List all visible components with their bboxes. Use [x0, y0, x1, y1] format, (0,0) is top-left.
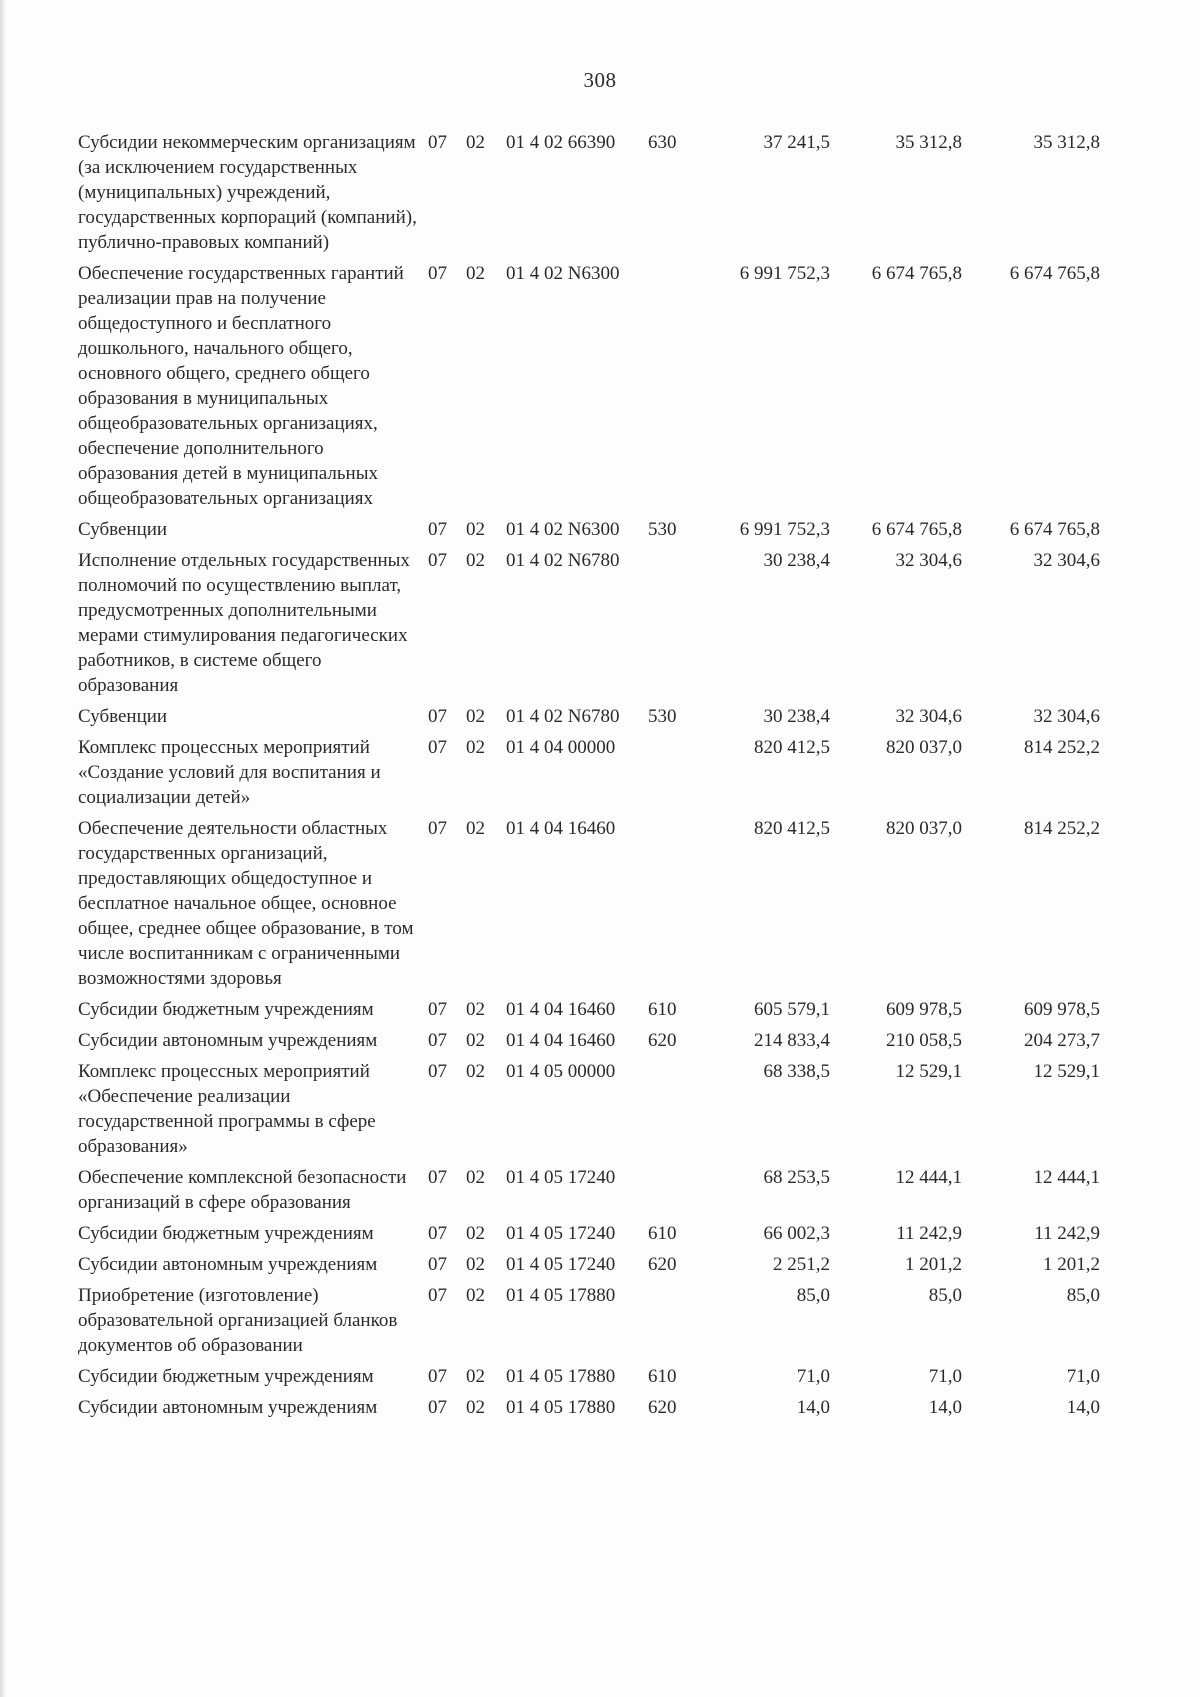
expense-name: Исполнение отдельных государственных полномочий по осуществлению выплат, предусмотренных дополнительными мерами стимулирования педагогических работников, в системе общего образования: [78, 550, 410, 696]
table-row: [78, 1165, 1168, 1215]
expense-name: Обеспечение комплексной безопасности организаций в сфере образования: [78, 1167, 407, 1213]
amount-year-2: 12 444,1: [895, 1167, 962, 1188]
subsection-code: 02: [466, 1254, 485, 1275]
target-article-code: 01 4 05 17880: [506, 1366, 616, 1387]
scan-edge: [0, 0, 6, 1697]
amount-year-2: 210 058,5: [886, 1030, 962, 1051]
amount-year-1: 6 991 752,3: [739, 519, 830, 540]
amount-year-2: 32 304,6: [895, 550, 962, 571]
budget-table: [78, 130, 1168, 1426]
amount-year-3: 32 304,6: [1033, 550, 1100, 571]
expense-type-code: 620: [648, 1030, 677, 1051]
expense-name: Субвенции: [78, 706, 168, 727]
section-code: 07: [428, 263, 447, 284]
expense-name: Комплекс процессных мероприятий «Создание условий для воспитания и социализации детей»: [78, 737, 381, 808]
table-row: [78, 735, 1168, 810]
section-code: 07: [428, 1061, 447, 1082]
subsection-code: 02: [466, 1223, 485, 1244]
subsection-code: 02: [466, 818, 485, 839]
expense-type-code: 620: [648, 1254, 677, 1275]
table-row: [78, 1395, 1168, 1420]
amount-year-3: 814 252,2: [1024, 737, 1100, 758]
amount-year-1: 6 991 752,3: [739, 263, 830, 284]
section-code: 07: [428, 1030, 447, 1051]
target-article-code: 01 4 05 17240: [506, 1254, 616, 1275]
subsection-code: 02: [466, 999, 485, 1020]
amount-year-3: 12 444,1: [1033, 1167, 1100, 1188]
table-row: [78, 704, 1168, 729]
table-row: [78, 517, 1168, 542]
amount-year-2: 12 529,1: [895, 1061, 962, 1082]
target-article-code: 01 4 04 16460: [506, 999, 616, 1020]
amount-year-3: 1 201,2: [1043, 1254, 1100, 1275]
amount-year-1: 14,0: [796, 1397, 830, 1418]
amount-year-2: 820 037,0: [886, 818, 962, 839]
amount-year-1: 68 253,5: [763, 1167, 830, 1188]
section-code: 07: [428, 737, 447, 758]
page-number: 308: [583, 68, 617, 92]
expense-type-code: 620: [648, 1397, 677, 1418]
amount-year-3: 71,0: [1066, 1366, 1100, 1387]
table-row: [78, 548, 1168, 698]
table-row: [78, 1283, 1168, 1358]
section-code: 07: [428, 1366, 447, 1387]
section-code: 07: [428, 1397, 447, 1418]
target-article-code: 01 4 04 16460: [506, 1030, 616, 1051]
amount-year-3: 35 312,8: [1033, 132, 1100, 153]
expense-name: Обеспечение деятельности областных государственных организаций, предоставляющих общедоступное и бесплатное начальное общее, основное общее, среднее общее образование, в том числе воспитанникам с ограниченными возможностями здоровья: [78, 818, 414, 989]
subsection-code: 02: [466, 1061, 485, 1082]
expense-name: Субсидии некоммерческим организациям (за исключением государственных (муниципальных) учреждений, государственных корпораций (компаний), публично-правовых компаний): [78, 132, 417, 253]
table-row: [78, 1252, 1168, 1277]
amount-year-2: 14,0: [928, 1397, 962, 1418]
target-article-code: 01 4 04 16460: [506, 818, 616, 839]
amount-year-1: 605 579,1: [754, 999, 830, 1020]
target-article-code: 01 4 02 N6300: [506, 263, 620, 284]
section-code: 07: [428, 132, 447, 153]
section-code: 07: [428, 1167, 447, 1188]
expense-type-code: 610: [648, 1223, 677, 1244]
expense-name: Обеспечение государственных гарантий реализации прав на получение общедоступного и бесплатного дошкольного, начального общего, основного общего, среднего общего образования в муниципальных общеобразовательных организациях, обеспечение дополнительного образования детей в муниципальных общеобразовательных организациях: [78, 263, 404, 509]
table-row: [78, 997, 1168, 1022]
expense-name: Субсидии автономным учреждениям: [78, 1030, 378, 1051]
target-article-code: 01 4 05 17880: [506, 1285, 616, 1306]
section-code: 07: [428, 519, 447, 540]
amount-year-1: 820 412,5: [754, 737, 830, 758]
expense-type-code: 530: [648, 706, 677, 727]
amount-year-3: 14,0: [1066, 1397, 1100, 1418]
target-article-code: 01 4 05 17880: [506, 1397, 616, 1418]
section-code: 07: [428, 818, 447, 839]
amount-year-1: 85,0: [796, 1285, 830, 1306]
table-row: [78, 1059, 1168, 1159]
table-row: [78, 1221, 1168, 1246]
amount-year-2: 609 978,5: [886, 999, 962, 1020]
section-code: 07: [428, 999, 447, 1020]
expense-name: Субсидии автономным учреждениям: [78, 1254, 378, 1275]
expense-name: Субсидии бюджетным учреждениям: [78, 999, 374, 1020]
amount-year-2: 71,0: [928, 1366, 962, 1387]
amount-year-3: 12 529,1: [1033, 1061, 1100, 1082]
subsection-code: 02: [466, 1397, 485, 1418]
target-article-code: 01 4 02 N6780: [506, 550, 620, 571]
target-article-code: 01 4 05 00000: [506, 1061, 616, 1082]
section-code: 07: [428, 706, 447, 727]
expense-name: Приобретение (изготовление) образовательной организацией бланков документов об образовании: [78, 1285, 398, 1356]
amount-year-2: 1 201,2: [905, 1254, 962, 1275]
amount-year-2: 820 037,0: [886, 737, 962, 758]
amount-year-2: 11 242,9: [896, 1223, 962, 1244]
amount-year-2: 32 304,6: [895, 706, 962, 727]
amount-year-3: 6 674 765,8: [1009, 263, 1100, 284]
amount-year-2: 6 674 765,8: [871, 519, 962, 540]
target-article-code: 01 4 04 00000: [506, 737, 616, 758]
subsection-code: 02: [466, 737, 485, 758]
amount-year-3: 85,0: [1066, 1285, 1100, 1306]
expense-name: Комплекс процессных мероприятий «Обеспечение реализации государственной программы в сфере образования»: [78, 1061, 376, 1157]
subsection-code: 02: [466, 1366, 485, 1387]
amount-year-1: 71,0: [796, 1366, 830, 1387]
section-code: 07: [428, 1223, 447, 1244]
subsection-code: 02: [466, 519, 485, 540]
subsection-code: 02: [466, 1285, 485, 1306]
amount-year-2: 85,0: [928, 1285, 962, 1306]
expense-type-code: 630: [648, 132, 677, 153]
subsection-code: 02: [466, 263, 485, 284]
amount-year-3: 32 304,6: [1033, 706, 1100, 727]
amount-year-3: 6 674 765,8: [1009, 519, 1100, 540]
subsection-code: 02: [466, 706, 485, 727]
amount-year-1: 30 238,4: [763, 706, 830, 727]
amount-year-1: 68 338,5: [763, 1061, 830, 1082]
expense-type-code: 610: [648, 1366, 677, 1387]
target-article-code: 01 4 02 N6300: [506, 519, 620, 540]
amount-year-1: 2 251,2: [773, 1254, 830, 1275]
expense-name: Субсидии бюджетным учреждениям: [78, 1223, 374, 1244]
amount-year-1: 37 241,5: [763, 132, 830, 153]
expense-type-code: 530: [648, 519, 677, 540]
table-row: [78, 1364, 1168, 1389]
amount-year-3: 204 273,7: [1024, 1030, 1100, 1051]
expense-type-code: 610: [648, 999, 677, 1020]
amount-year-1: 30 238,4: [763, 550, 830, 571]
target-article-code: 01 4 02 N6780: [506, 706, 620, 727]
target-article-code: 01 4 05 17240: [506, 1167, 616, 1188]
amount-year-2: 35 312,8: [895, 132, 962, 153]
section-code: 07: [428, 1254, 447, 1275]
amount-year-1: 214 833,4: [754, 1030, 830, 1051]
subsection-code: 02: [466, 1030, 485, 1051]
amount-year-3: 814 252,2: [1024, 818, 1100, 839]
subsection-code: 02: [466, 132, 485, 153]
table-row: [78, 816, 1168, 991]
amount-year-1: 820 412,5: [754, 818, 830, 839]
subsection-code: 02: [466, 550, 485, 571]
amount-year-2: 6 674 765,8: [871, 263, 962, 284]
table-row: [78, 1028, 1168, 1053]
amount-year-1: 66 002,3: [763, 1223, 830, 1244]
table-row: [78, 261, 1168, 511]
expense-name: Субвенции: [78, 519, 168, 540]
target-article-code: 01 4 02 66390: [506, 132, 616, 153]
target-article-code: 01 4 05 17240: [506, 1223, 616, 1244]
section-code: 07: [428, 550, 447, 571]
amount-year-3: 609 978,5: [1024, 999, 1100, 1020]
amount-year-3: 11 242,9: [1034, 1223, 1100, 1244]
table-row: [78, 130, 1168, 255]
expense-name: Субсидии автономным учреждениям: [78, 1397, 378, 1418]
section-code: 07: [428, 1285, 447, 1306]
subsection-code: 02: [466, 1167, 485, 1188]
expense-name: Субсидии бюджетным учреждениям: [78, 1366, 374, 1387]
